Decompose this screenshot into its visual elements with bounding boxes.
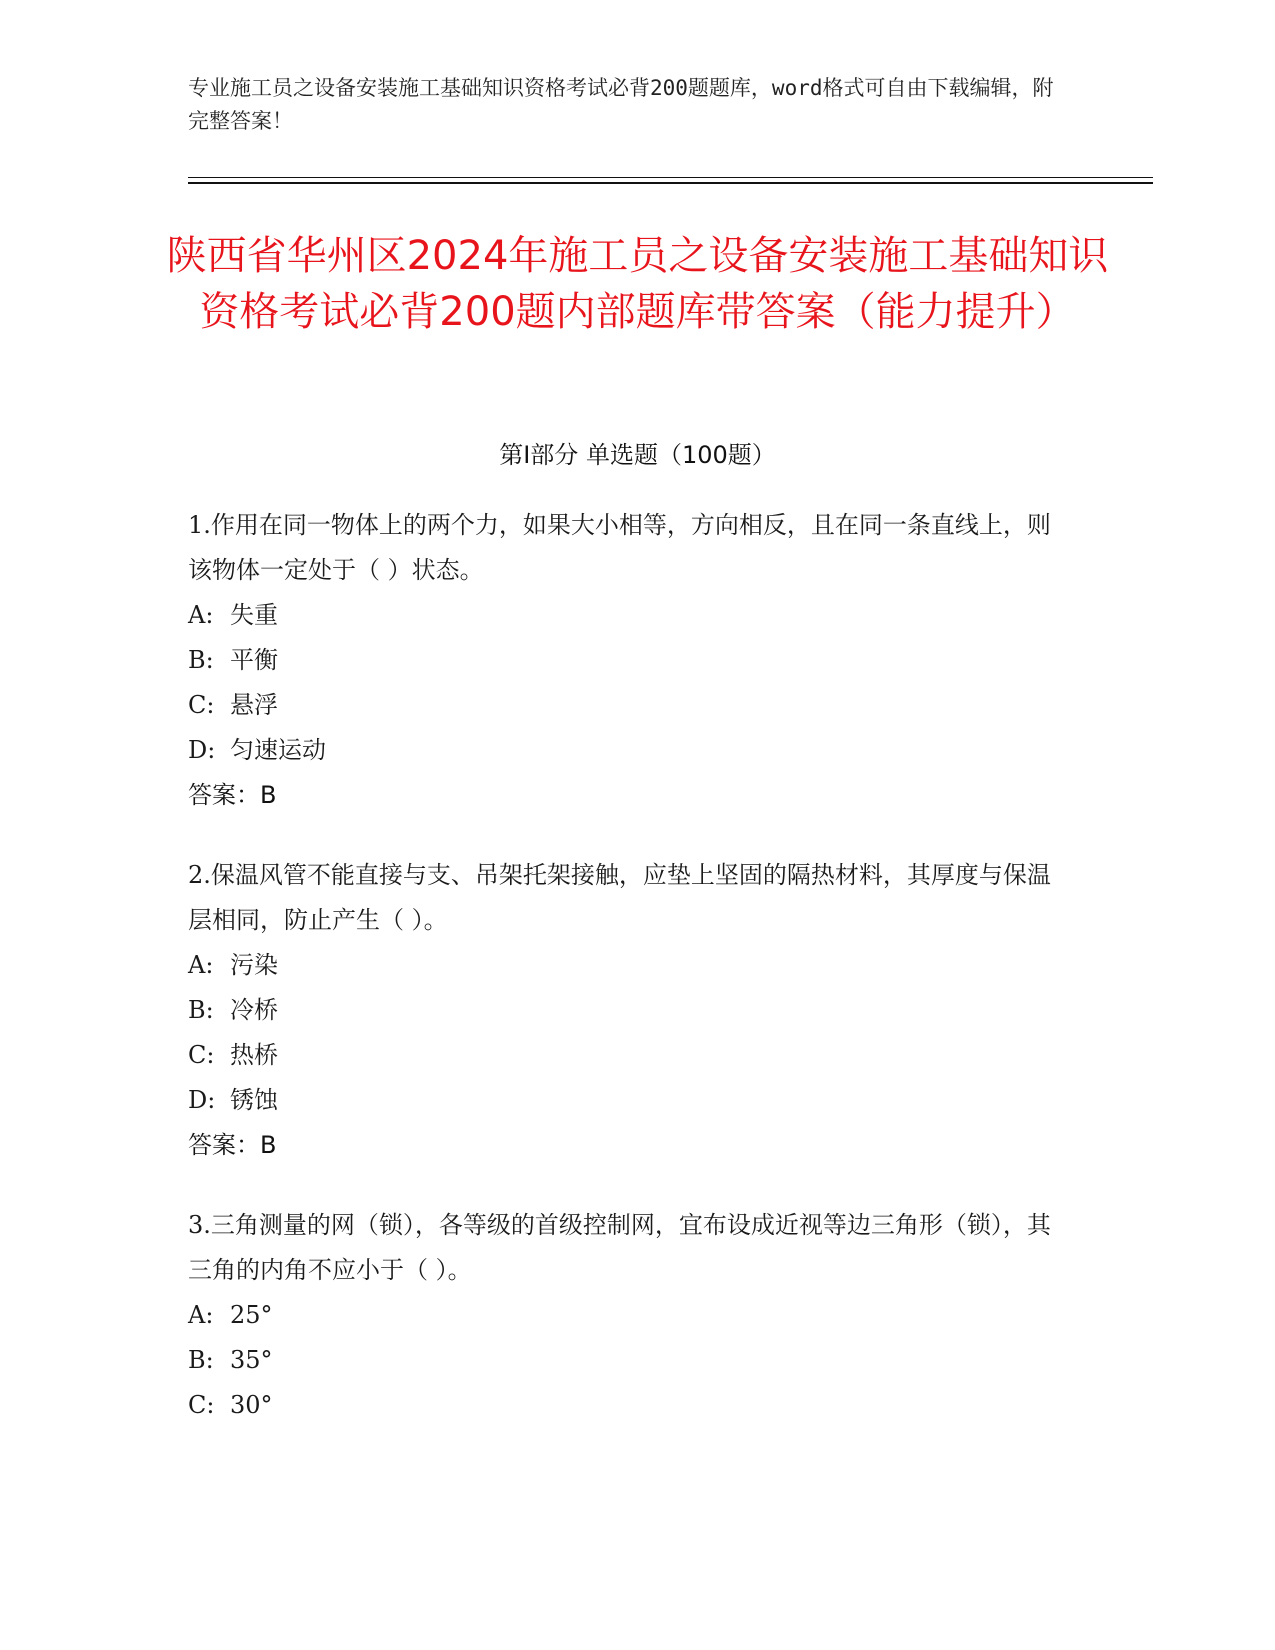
section-heading: 第Ⅰ部分 单选题（100题） (499, 441, 776, 469)
option-letter: B: (188, 1346, 214, 1374)
intro-text: 专业施工员之设备安装施工基础知识资格考试必背200题题库，word格式可自由下载编辑，附完整答案！ (188, 76, 1054, 133)
option-a (188, 593, 1068, 638)
option-letter: A: (188, 951, 214, 979)
option-d (188, 1078, 1068, 1123)
option-d (188, 728, 1068, 773)
option-letter: A: (188, 601, 214, 629)
option-text: 热桥 (230, 1041, 278, 1069)
option-c (188, 683, 1068, 728)
option-letter: C: (188, 1391, 215, 1419)
document-title: 陕西省华州区2024年施工员之设备安装施工基础知识资格考试必背200题内部题库带答案（能力提升） (166, 233, 1109, 335)
option-text: 冷桥 (230, 996, 278, 1024)
option-text: 污染 (230, 951, 278, 979)
option-text: 锈蚀 (230, 1086, 278, 1114)
question-stem: 2.保温风管不能直接与支、吊架托架接触，应垫上坚固的隔热材料，其厚度与保温层相同，防止产生（ ）。 (188, 861, 1051, 934)
option-letter: D: (188, 1086, 216, 1114)
option-letter: B: (188, 646, 214, 674)
answer-line: 答案：B (188, 1131, 277, 1159)
option-c (188, 1383, 1068, 1428)
option-a (188, 943, 1068, 988)
question-3 (188, 1203, 1068, 1428)
option-text: 悬浮 (230, 691, 278, 719)
header-divider-thick (188, 182, 1153, 184)
option-text: 平衡 (230, 646, 278, 674)
option-text: 匀速运动 (230, 736, 326, 764)
option-text: 25° (230, 1301, 273, 1329)
option-b (188, 638, 1068, 683)
option-letter: D: (188, 736, 216, 764)
option-b (188, 1338, 1068, 1383)
option-letter: C: (188, 691, 215, 719)
question-1 (188, 503, 1068, 818)
option-text: 30° (230, 1391, 273, 1419)
question-2 (188, 853, 1068, 1168)
option-letter: C: (188, 1041, 215, 1069)
question-stem: 1.作用在同一物体上的两个力，如果大小相等，方向相反，且在同一条直线上，则该物体一定处于（ ）状态。 (188, 511, 1051, 584)
header-divider-thin (188, 177, 1153, 178)
option-c (188, 1033, 1068, 1078)
option-letter: B: (188, 996, 214, 1024)
option-text: 35° (230, 1346, 273, 1374)
option-letter: A: (188, 1301, 214, 1329)
option-b (188, 988, 1068, 1033)
option-text: 失重 (230, 601, 278, 629)
answer-line: 答案：B (188, 781, 277, 809)
option-a (188, 1293, 1068, 1338)
question-stem: 3.三角测量的网（锁），各等级的首级控制网，宜布设成近视等边三角形（锁），其三角的内角不应小于（ ）。 (188, 1211, 1051, 1284)
